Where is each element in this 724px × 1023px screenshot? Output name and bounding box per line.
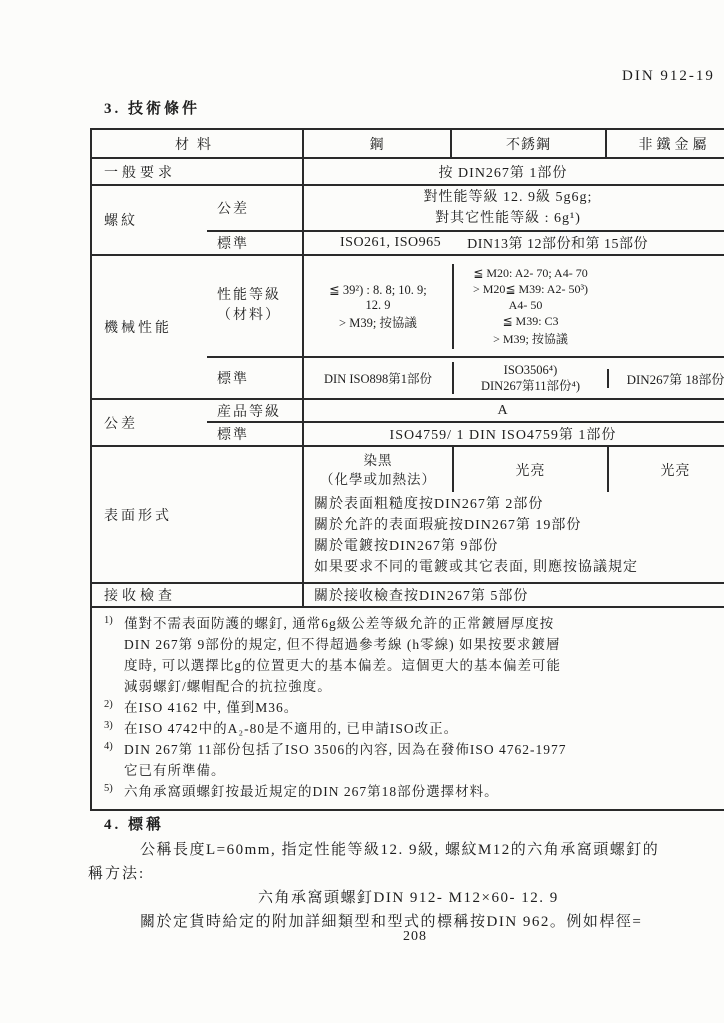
footnotes-block — [92, 608, 724, 809]
footnote-5-marker: 5) — [104, 783, 113, 794]
mech-standard-stainless-line2: DIN267第11部份⁴) — [480, 379, 581, 393]
footnote-1-line1: 僅對不需表面防護的螺釘, 通常6g級公差等級允許的正常鍍層厚度按 — [124, 616, 555, 631]
footnote-3-marker: 3) — [104, 720, 113, 731]
thread-tolerance-line2: 對其它性能等級 : 6g¹) — [435, 211, 581, 226]
page-number: 208 — [403, 929, 427, 944]
section-4-title: 4. 標稱 — [104, 817, 165, 833]
perf-stainless-line3: A4- 50 — [508, 297, 543, 312]
footnote-1 — [98, 613, 724, 697]
technical-conditions-table — [90, 128, 724, 811]
footnote-1-line4: 減弱螺釘/螺帽配合的抗拉強度。 — [124, 679, 332, 694]
acceptance-value: 關於接收檢查按DIN267第 5部份 — [302, 584, 724, 606]
footnote-3-line1: 在ISO 4742中的A₂-80是不適用的, 已申請ISO改正。 — [124, 721, 459, 736]
surface-note-1: 關於表面粗糙度按DIN267第 2部份 — [314, 497, 544, 512]
footnote-1-line2: DIN 267第 9部份的規定, 但不得超過參考線 (h零線) 如果按要求鍍層 — [124, 637, 561, 652]
general-requirements-row — [92, 159, 724, 186]
product-grade-row — [207, 400, 724, 423]
tolerance-standard-value: ISO4759/ 1 DIN ISO4759第 1部份 — [302, 423, 724, 445]
acceptance-label: 接收檢查 — [104, 589, 176, 604]
surface-nonferrous-cell: 光亮 — [607, 447, 724, 492]
header-stainless: 不銹鋼 — [450, 130, 605, 157]
footnote-2-marker: 2) — [104, 699, 113, 710]
mechanical-standard-row — [207, 358, 724, 398]
acceptance-row — [92, 584, 724, 608]
mech-standard-nonferrous: DIN267第 18部份 — [607, 369, 724, 388]
section-4-paragraph-line3: 關於定貨時給定的附加詳細類型和型式的標稱按DIN 962。例如桿徑= — [140, 914, 643, 930]
perf-stainless-line4: ≦ M39: C3 — [502, 313, 559, 328]
mech-standard-steel: DIN ISO898第1部份 — [324, 372, 432, 386]
thread-section — [92, 186, 724, 256]
header-steel: 鋼 — [302, 130, 450, 157]
performance-steel-cell — [304, 276, 452, 337]
footnote-5 — [98, 781, 724, 802]
perf-steel-line2: 12. 9 — [365, 297, 391, 312]
perf-steel-line1: ≦ 39²) : 8. 8; 10. 9; — [329, 282, 427, 297]
footnote-5-line1: 六角承窩頭螺釘按最近規定的DIN 267第18部份選擇材料。 — [124, 784, 499, 799]
header-material: 材料 — [175, 137, 219, 153]
performance-grade-label-line1: 性能等級 — [217, 288, 281, 303]
perf-stainless-line2: > M20≦ M39: A2- 50³) — [472, 281, 589, 296]
footnote-4-line1: DIN 267第 11部份包括了ISO 3506的內容, 因為在發佈ISO 4762-1977 — [124, 742, 567, 757]
surface-finish-row — [304, 447, 724, 492]
footnote-2 — [98, 697, 724, 718]
mechanical-standard-label: 標準 — [217, 372, 249, 387]
surface-note-3: 關於電鍍按DIN267第 9部份 — [314, 539, 499, 554]
tolerance-section — [92, 400, 724, 447]
thread-standard-rest: DIN13第 12部份和第 15部份 — [467, 237, 649, 252]
footnote-1-marker: 1) — [104, 615, 113, 626]
performance-stainless-cell — [452, 264, 607, 349]
thread-tolerance-label: 公差 — [217, 202, 249, 217]
footnote-1-line3: 度時, 可以選擇比g的位置更大的基本偏差。這個更大的基本偏差可能 — [124, 658, 561, 673]
footnote-2-line1: 在ISO 4162 中, 僅到M36。 — [124, 700, 299, 715]
designation-example: 六角承窩頭螺釘DIN 912- M12×60- 12. 9 — [258, 890, 559, 906]
perf-stainless-line1: ≦ M20: A2- 70; A4- 70 — [473, 265, 588, 280]
surface-steel-line2: （化學或加熱法） — [320, 471, 436, 487]
header-nonferrous: 非鐵金屬 — [605, 130, 724, 157]
mech-standard-stainless-line1: ISO3506⁴) — [503, 363, 558, 377]
general-requirements-value: 按 DIN267第 1部份 — [302, 159, 724, 184]
thread-standard-steel: ISO261, ISO965 — [340, 235, 442, 250]
surface-notes — [304, 492, 724, 582]
product-grade-value: A — [302, 400, 724, 421]
performance-grade-label-line2: （材料） — [217, 308, 281, 323]
perf-steel-line3: > M39; 按協議 — [339, 315, 417, 330]
section-3-title: 3. 技術條件 — [104, 101, 201, 117]
thread-tolerance-line1: 對性能等級 12. 9級 5g6g; — [423, 190, 593, 205]
perf-stainless-line5: > M39; 按協議 — [493, 331, 568, 346]
general-requirements-label: 一般要求 — [104, 165, 176, 181]
thread-standard-label: 標準 — [217, 237, 249, 252]
tolerance-standard-label: 標準 — [217, 428, 249, 443]
thread-standard-row — [207, 232, 724, 254]
footnote-4 — [98, 739, 724, 781]
surface-note-2: 關於允許的表面瑕疵按DIN267第 19部份 — [314, 518, 582, 533]
performance-grade-label — [207, 256, 302, 356]
tolerance-label: 公差 — [104, 416, 138, 432]
mechanical-label: 機械性能 — [104, 321, 172, 336]
surface-label: 表面形式 — [104, 508, 172, 524]
surface-stainless-cell: 光亮 — [452, 447, 607, 492]
surface-steel-line1: 染黑 — [363, 452, 393, 468]
table-header-row — [92, 130, 724, 159]
footnote-3 — [98, 718, 724, 739]
tolerance-standard-row — [207, 423, 724, 445]
product-grade-label: 産品等級 — [217, 404, 281, 420]
footnote-4-marker: 4) — [104, 741, 113, 752]
thread-label: 螺紋 — [104, 214, 138, 229]
performance-grade-row — [207, 256, 724, 358]
surface-steel-cell — [304, 447, 452, 492]
mech-standard-stainless — [452, 362, 607, 394]
surface-note-4: 如果要求不同的電鍍或其它表面, 則應按協議規定 — [314, 560, 638, 575]
thread-tolerance-row — [207, 186, 724, 232]
section-4-paragraph-line1: 公稱長度L=60mm, 指定性能等級12. 9級, 螺紋M12的六角承窩頭螺釘的 — [140, 842, 660, 858]
footnote-4-line2: 它已有所準備。 — [124, 763, 226, 778]
section-4-paragraph-line2: 稱方法: — [88, 866, 146, 882]
document-reference: DIN 912-19 — [622, 68, 715, 84]
mechanical-section — [92, 256, 724, 400]
surface-section — [92, 447, 724, 584]
